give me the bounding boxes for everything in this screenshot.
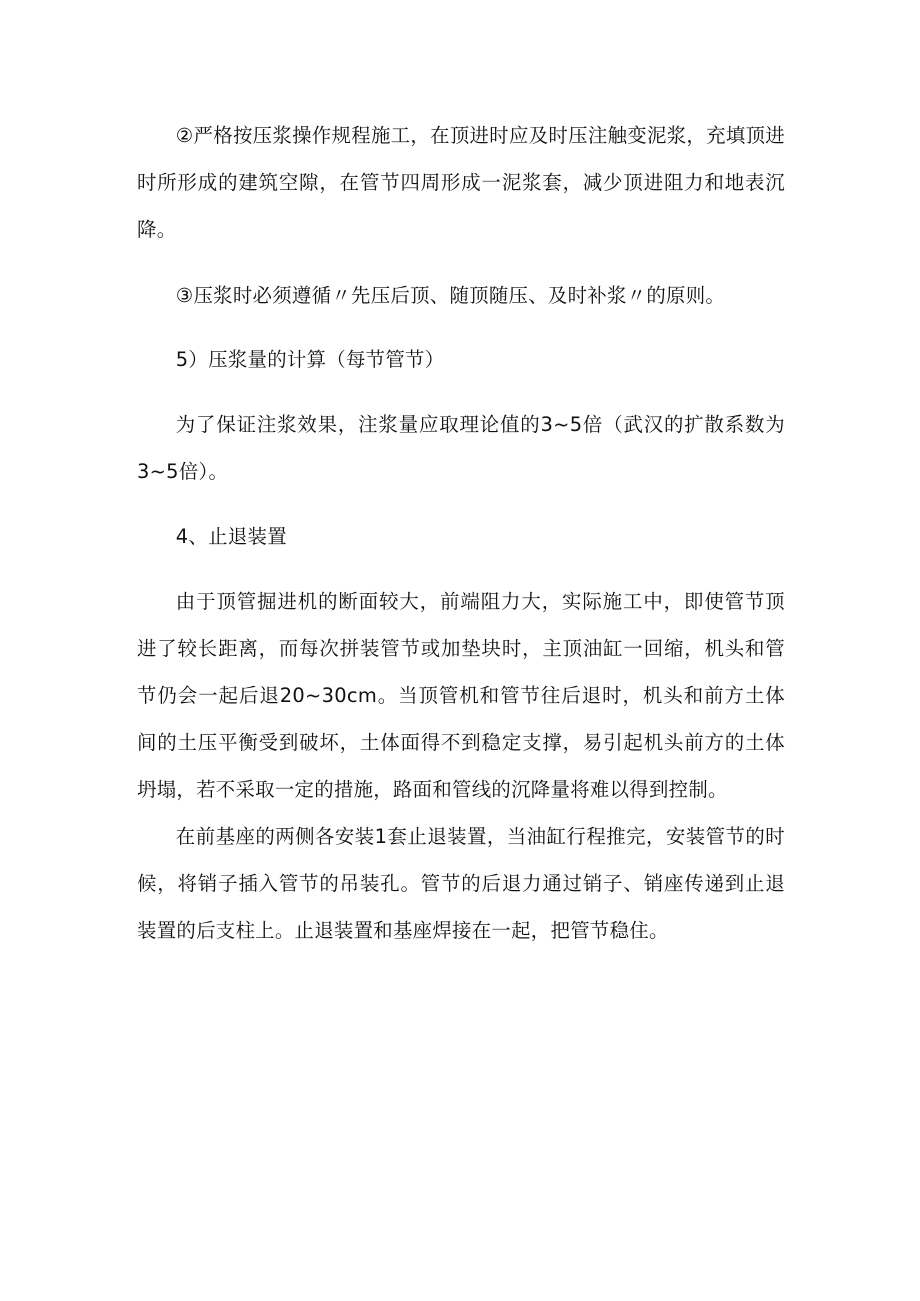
document-body [137, 112, 785, 954]
paragraph-anti-retreat-install: 在前基座的两侧各安装1套止退装置，当油缸行程推完，安装管节的时候，将销子插入管节的吊装孔。管节的后退力通过销子、销座传递到止退装置的后支柱上。止退装置和基座焊接在一起，把管节稳住。 [137, 825, 785, 942]
heading-anti-retreat-device: 4、止退装置 [175, 525, 287, 548]
paragraph-grouting-volume: 为了保证注浆效果，注浆量应取理论值的3~5倍（武汉的扩散系数为3~5倍）。 [137, 413, 785, 483]
paragraph-grouting-procedure: ②严格按压浆操作规程施工，在顶进时应及时压注触变泥浆，充填顶进时所形成的建筑空隙，在管节四周形成一泥浆套，减少顶进阻力和地表沉降。 [137, 124, 785, 241]
paragraph-grouting-principle: ③压浆时必须遵循〃先压后顶、随顶随压、及时补浆〃的原则。 [175, 284, 726, 307]
heading-grouting-volume: 5）压浆量的计算（每节管节） [175, 348, 445, 371]
paragraph-retreat-problem: 由于顶管掘进机的断面较大，前端阻力大，实际施工中，即使管节顶进了较长距离，而每次拼装管节或加垫块时，主顶油缸一回缩，机头和管节仍会一起后退20~30cm。当顶管机和管节往后退时，机头和前方土体间的土压平衡受到破坏，土体面得不到稳定支撑，易引起机头前方的土体坍塌，若不采取一定的措施，路面和管线的沉降量将难以得到控制。 [137, 590, 785, 801]
